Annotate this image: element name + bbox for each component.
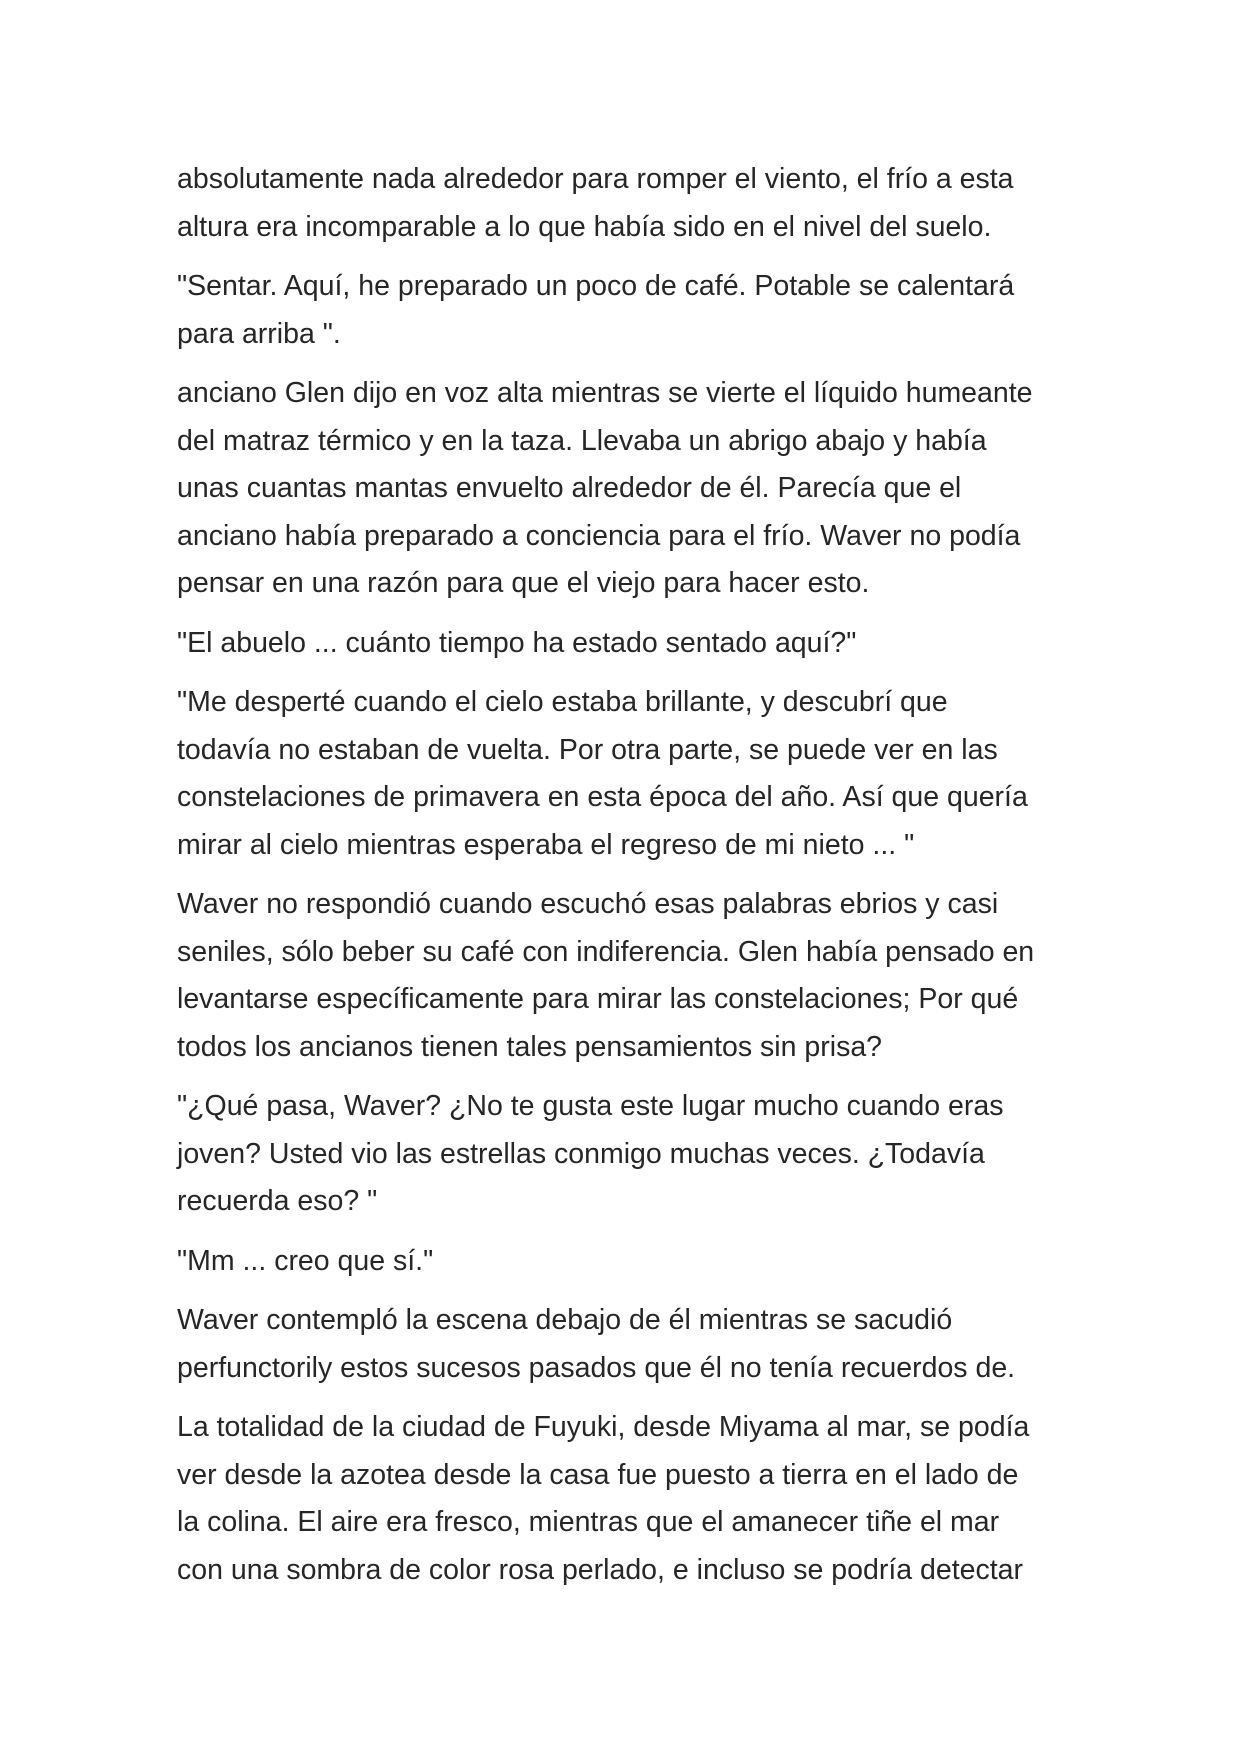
paragraph xyxy=(177,620,1077,668)
text-line: "¿Qué pasa, Waver? ¿No te gusta este lugar mucho cuando eras xyxy=(177,1090,1004,1122)
text-line: levantarse específicamente para mirar las constelaciones; Por qué xyxy=(177,983,1019,1015)
text-line: con una sombra de color rosa perlado, e incluso se podría detectar xyxy=(177,1553,1023,1586)
text-line: "El abuelo ... cuánto tiempo ha estado sentado aquí?" xyxy=(177,626,857,659)
text-line: Waver contempló la escena debajo de él mientras se sacudió xyxy=(177,1304,953,1336)
text-line: anciano había preparado a conciencia para el frío. Waver no podía xyxy=(177,519,1021,552)
text-line: joven? Usted vio las estrellas conmigo muchas veces. ¿Todavía xyxy=(177,1137,985,1170)
text-line: del matraz térmico y en la taza. Llevaba un abrigo abajo y había xyxy=(177,424,987,457)
paragraph xyxy=(177,679,1077,869)
paragraph xyxy=(177,1083,1077,1226)
text-line: anciano Glen dijo en voz alta mientras se vierte el líquido humeante xyxy=(177,377,1033,409)
paragraph xyxy=(177,370,1077,608)
paragraph xyxy=(177,263,1077,358)
paragraph xyxy=(177,881,1077,1071)
text-line: seniles, sólo beber su café con indiferencia. Glen había pensado en xyxy=(177,935,1035,968)
text-line: la colina. El aire era fresco, mientras que el amanecer tiñe el mar xyxy=(177,1506,1000,1538)
text-line: ver desde la azotea desde la casa fue puesto a tierra en el lado de xyxy=(177,1458,1019,1491)
text-line: absolutamente nada alrededor para romper el viento, el frío a esta xyxy=(177,163,1014,195)
text-line: "Me desperté cuando el cielo estaba brillante, y descubrí que xyxy=(177,686,948,718)
paragraph xyxy=(177,156,1077,251)
text-line: altura era incomparable a lo que había sido en el nivel del suelo. xyxy=(177,210,992,243)
text-line: pensar en una razón para que el viejo para hacer esto. xyxy=(177,567,870,599)
text-line: todavía no estaban de vuelta. Por otra parte, se puede ver en las xyxy=(177,733,998,766)
text-line: perfunctorily estos sucesos pasados que él no tenía recuerdos de. xyxy=(177,1351,1016,1384)
paragraph xyxy=(177,1297,1077,1392)
text-line: todos los ancianos tienen tales pensamientos sin prisa? xyxy=(177,1030,883,1063)
text-line: constelaciones de primavera en esta época del año. Así que quería xyxy=(177,781,1028,813)
text-line: recuerda eso? " xyxy=(177,1185,378,1217)
text-line: mirar al cielo mientras esperaba el regreso de mi nieto ... " xyxy=(177,828,915,861)
text-line: La totalidad de la ciudad de Fuyuki, desde Miyama al mar, se podía xyxy=(177,1411,1030,1443)
text-line: unas cuantas mantas envuelto alrededor de él. Parecía que el xyxy=(177,472,962,504)
body-text xyxy=(177,156,1077,1606)
text-line: Waver no respondió cuando escuchó esas palabras ebrios y casi xyxy=(177,888,999,920)
text-line: "Mm ... creo que sí." xyxy=(177,1244,434,1277)
paragraph xyxy=(177,1238,1077,1286)
paragraph xyxy=(177,1404,1077,1594)
text-line: para arriba ". xyxy=(177,317,341,350)
text-line: "Sentar. Aquí, he preparado un poco de café. Potable se calentará xyxy=(177,270,1015,302)
